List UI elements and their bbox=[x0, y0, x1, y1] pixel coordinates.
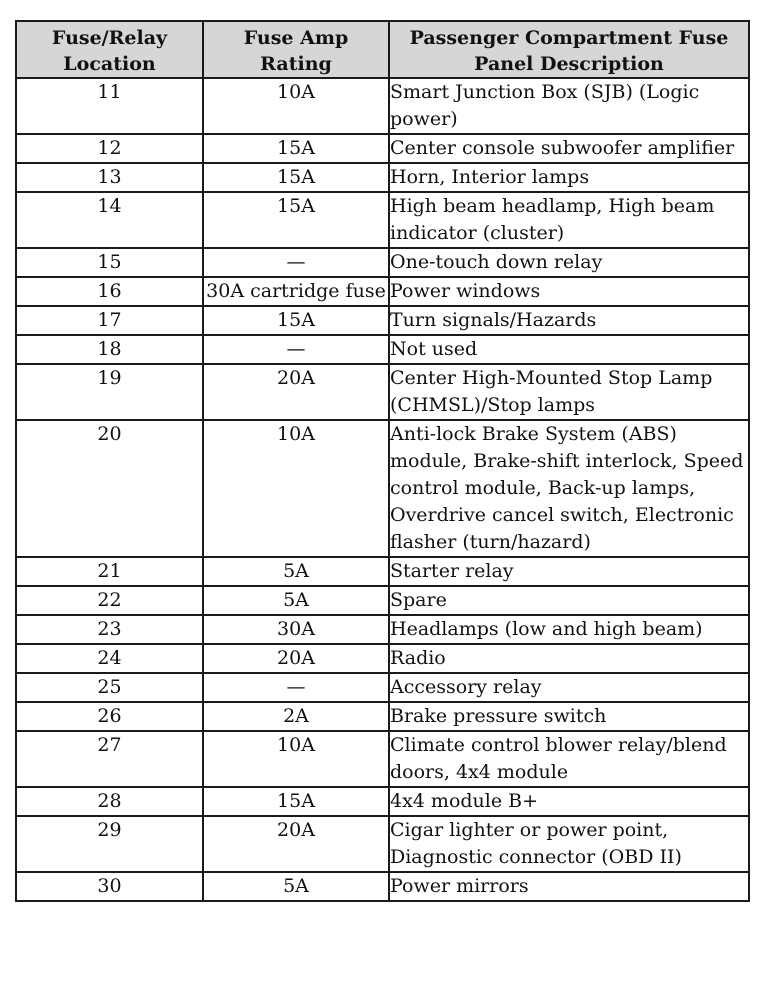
fuse-location-cell: 21 bbox=[16, 557, 203, 586]
fuse-rating-cell: 30A bbox=[203, 615, 389, 644]
fuse-description-cell: Climate control blower relay/blend doors, 4x4 module bbox=[389, 731, 749, 787]
fuse-rating-cell: 10A bbox=[203, 78, 389, 134]
fuse-location-cell: 11 bbox=[16, 78, 203, 134]
fuse-rating-cell: 20A bbox=[203, 816, 389, 872]
fuse-description-cell: Accessory relay bbox=[389, 673, 749, 702]
fuse-description-cell: Radio bbox=[389, 644, 749, 673]
table-row bbox=[16, 731, 749, 787]
table-row bbox=[16, 872, 749, 901]
fuse-rating-cell: 15A bbox=[203, 134, 389, 163]
fuse-description-cell: Power windows bbox=[389, 277, 749, 306]
fuse-rating-cell: 5A bbox=[203, 557, 389, 586]
fuse-description-cell: Brake pressure switch bbox=[389, 702, 749, 731]
header-rating: Fuse Amp Rating bbox=[203, 21, 389, 78]
fuse-description-cell: Cigar lighter or power point, Diagnostic connector (OBD II) bbox=[389, 816, 749, 872]
fuse-location-cell: 12 bbox=[16, 134, 203, 163]
fuse-location-cell: 27 bbox=[16, 731, 203, 787]
table-row bbox=[16, 78, 749, 134]
table-header bbox=[16, 21, 749, 78]
table-row bbox=[16, 163, 749, 192]
table-row bbox=[16, 192, 749, 248]
fuse-description-cell: Not used bbox=[389, 335, 749, 364]
fuse-location-cell: 30 bbox=[16, 872, 203, 901]
table-row bbox=[16, 277, 749, 306]
fuse-location-cell: 24 bbox=[16, 644, 203, 673]
fuse-description-cell: Anti-lock Brake System (ABS) module, Brake-shift interlock, Speed control module, Back-up lamps, Overdrive cancel switch, Electronic flasher (turn/hazard) bbox=[389, 420, 749, 557]
fuse-location-cell: 17 bbox=[16, 306, 203, 335]
fuse-description-cell: Center console subwoofer amplifier bbox=[389, 134, 749, 163]
table-row bbox=[16, 673, 749, 702]
fuse-rating-cell: 2A bbox=[203, 702, 389, 731]
table-row bbox=[16, 787, 749, 816]
fuse-rating-cell: 5A bbox=[203, 586, 389, 615]
fuse-description-cell: High beam headlamp, High beam indicator (cluster) bbox=[389, 192, 749, 248]
table-row bbox=[16, 306, 749, 335]
fuse-rating-cell: 15A bbox=[203, 163, 389, 192]
table-row bbox=[16, 615, 749, 644]
fuse-rating-cell: 15A bbox=[203, 306, 389, 335]
fuse-rating-cell: 20A bbox=[203, 644, 389, 673]
fuse-location-cell: 14 bbox=[16, 192, 203, 248]
fuse-location-cell: 28 bbox=[16, 787, 203, 816]
fuse-rating-cell: — bbox=[203, 335, 389, 364]
table-row bbox=[16, 134, 749, 163]
fuse-location-cell: 22 bbox=[16, 586, 203, 615]
fuse-description-cell: Spare bbox=[389, 586, 749, 615]
table-row bbox=[16, 420, 749, 557]
fuse-rating-cell: 10A bbox=[203, 731, 389, 787]
table-row bbox=[16, 335, 749, 364]
fuse-description-cell: Starter relay bbox=[389, 557, 749, 586]
table-row bbox=[16, 816, 749, 872]
fuse-rating-cell: 20A bbox=[203, 364, 389, 420]
fuse-rating-cell: — bbox=[203, 673, 389, 702]
fuse-description-cell: Headlamps (low and high beam) bbox=[389, 615, 749, 644]
table-row bbox=[16, 248, 749, 277]
fuse-location-cell: 26 bbox=[16, 702, 203, 731]
table-body bbox=[16, 78, 749, 901]
fuse-rating-cell: 15A bbox=[203, 787, 389, 816]
header-row bbox=[16, 21, 749, 78]
fuse-location-cell: 23 bbox=[16, 615, 203, 644]
fuse-location-cell: 20 bbox=[16, 420, 203, 557]
fuse-rating-cell: 5A bbox=[203, 872, 389, 901]
table-row bbox=[16, 364, 749, 420]
fuse-description-cell: Power mirrors bbox=[389, 872, 749, 901]
header-location: Fuse/Relay Location bbox=[16, 21, 203, 78]
table-row bbox=[16, 557, 749, 586]
fuse-location-cell: 13 bbox=[16, 163, 203, 192]
fuse-rating-cell: — bbox=[203, 248, 389, 277]
table-row bbox=[16, 586, 749, 615]
fuse-location-cell: 19 bbox=[16, 364, 203, 420]
fuse-location-cell: 15 bbox=[16, 248, 203, 277]
fuse-description-cell: Horn, Interior lamps bbox=[389, 163, 749, 192]
fuse-location-cell: 25 bbox=[16, 673, 203, 702]
header-description: Passenger Compartment Fuse Panel Description bbox=[389, 21, 749, 78]
table-row bbox=[16, 644, 749, 673]
fuse-description-cell: 4x4 module B+ bbox=[389, 787, 749, 816]
table-row bbox=[16, 702, 749, 731]
fuse-description-cell: Smart Junction Box (SJB) (Logic power) bbox=[389, 78, 749, 134]
fuse-description-cell: Center High-Mounted Stop Lamp (CHMSL)/Stop lamps bbox=[389, 364, 749, 420]
fuse-description-cell: One-touch down relay bbox=[389, 248, 749, 277]
fuse-rating-cell: 30A cartridge fuse bbox=[203, 277, 389, 306]
fuse-description-cell: Turn signals/Hazards bbox=[389, 306, 749, 335]
fuse-location-cell: 18 bbox=[16, 335, 203, 364]
fuse-location-cell: 16 bbox=[16, 277, 203, 306]
fuse-rating-cell: 15A bbox=[203, 192, 389, 248]
fuse-location-cell: 29 bbox=[16, 816, 203, 872]
fuse-rating-cell: 10A bbox=[203, 420, 389, 557]
fuse-panel-table bbox=[15, 20, 750, 902]
